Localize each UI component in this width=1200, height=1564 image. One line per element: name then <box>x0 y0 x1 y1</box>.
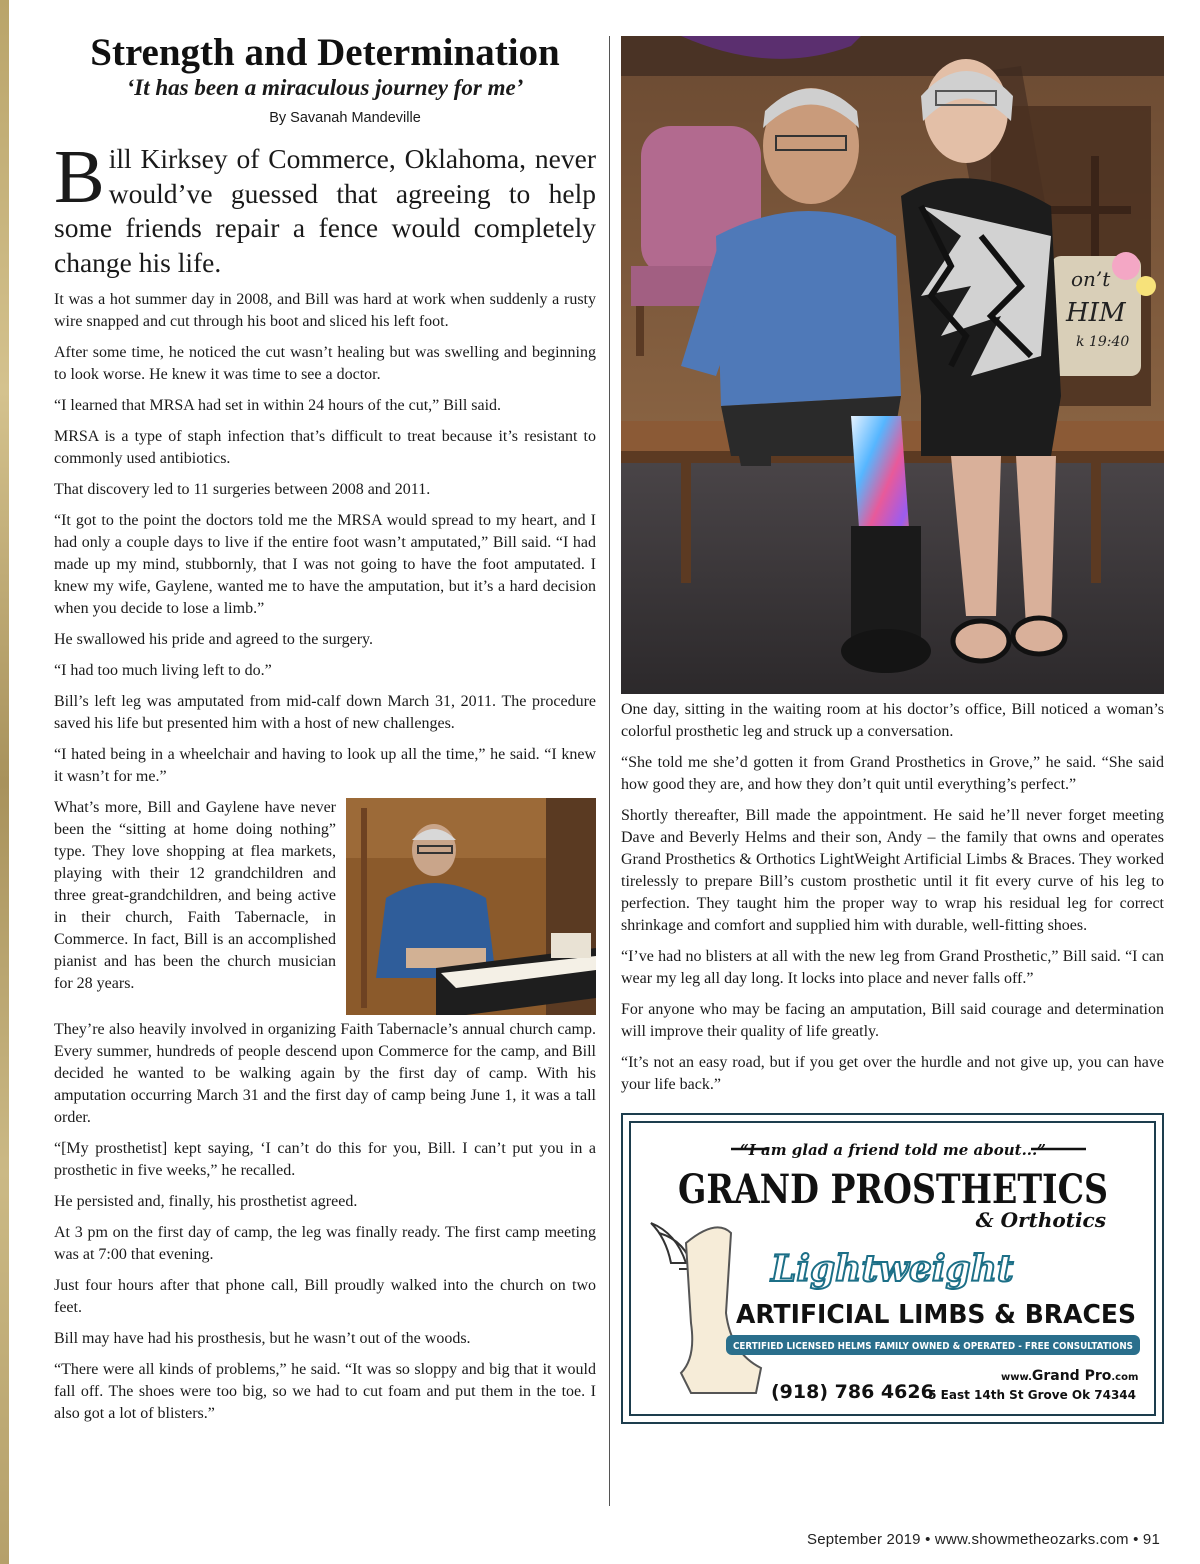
body-paragraph: He persisted and, finally, his prosthetist agreed. <box>54 1193 358 1210</box>
body-paragraph: “[My prosthetist] kept saying, ‘I can’t do this for you, Bill. I can’t put you in a prosthetic in five weeks,” he recalled. <box>54 1140 596 1179</box>
body-paragraph: “I hated being in a wheelchair and having to look up all the time,” he said. “I knew it wasn’t for me.” <box>54 746 596 785</box>
right-column <box>621 36 1164 1424</box>
ad-headline: ARTIFICIAL LIMBS & BRACES <box>736 1300 1136 1330</box>
ad-inner-frame <box>629 1121 1156 1416</box>
page-footer: September 2019 • www.showmetheozarks.com • 91 <box>807 1531 1160 1548</box>
body-paragraph: Just four hours after that phone call, Bill proudly walked into the church on two feet. <box>54 1277 596 1316</box>
body-paragraph: They’re also heavily involved in organizing Faith Tabernacle’s annual church camp. Every summer, hundreds of people descend upon Commerce for the camp, and Bill decided he wanted to be walking again by the first day of camp. With his amputation occurring March 31 and the first day of camp being June 1, it was a tall order. <box>54 1021 596 1126</box>
ad-tagline: “I am glad a friend told me about...” <box>740 1141 1046 1159</box>
church-sign-line1: on’t <box>1071 267 1111 291</box>
body-paragraph: That discovery led to 11 surgeries between 2008 and 2011. <box>54 481 431 498</box>
body-paragraphs-a <box>54 289 596 788</box>
body-paragraph: At 3 pm on the first day of camp, the leg was finally ready. The first camp meeting was at 7:00 that evening. <box>54 1224 596 1263</box>
left-column <box>54 30 596 1425</box>
church-sign-line3: k 19:40 <box>1076 334 1130 350</box>
lead-paragraph <box>54 135 596 280</box>
ad-brand: GRAND PROSTHETICS <box>678 1166 1108 1213</box>
body-paragraph: “I’ve had no blisters at all with the new leg from Grand Prosthetic,” Bill said. “I can wear my leg all day long. It locks into place and never falls off.” <box>621 948 1164 987</box>
body-paragraph: “There were all kinds of problems,” he said. “It was so sloppy and big that it would fall off. The shoes were too big, so we had to cut foam and put them in the toe. I also got a lot of blisters.” <box>54 1361 596 1422</box>
body-paragraph: After some time, he noticed the cut wasn’t healing but was swelling and beginning to look worse. He knew it was time to see a doctor. <box>54 344 596 383</box>
body-paragraph: “It’s not an easy road, but if you get over the hurdle and not give up, you can have your life back.” <box>621 1054 1164 1093</box>
ad-banner-text: CERTIFIED LICENSED HELMS FAMILY OWNED & OPERATED - FREE CONSULTATIONS <box>733 1341 1133 1352</box>
couple-photo <box>621 36 1164 694</box>
body-paragraph: He swallowed his pride and agreed to the surgery. <box>54 631 374 648</box>
body-paragraph: “I learned that MRSA had set in within 24 hours of the cut,” Bill said. <box>54 397 502 414</box>
wrap-section <box>54 797 596 995</box>
body-paragraph: Shortly thereafter, Bill made the appointment. He said he’ll never forget meeting Dave and Beverly Helms and their son, Andy – the family that owns and operates Grand Prosthetics & Orthotics LightWeight Artificial Limbs & Braces. They worked tirelessly to prepare Bill’s custom prosthetic until it fit every curve of his leg to perfection. They taught him the proper way to wrap his residual leg for correct shrinkage and comfort and supplied him with durable, well-fitting shoes. <box>621 807 1164 934</box>
body-paragraph: “She told me she’d gotten it from Grand Prosthetics in Grove,” he said. “She said how good they are, and how they don’t quit until everything’s perfect.” <box>621 754 1164 793</box>
ad-brand-sub: & Orthotics <box>975 1208 1106 1232</box>
lead-text: ill Kirksey of Commerce, Oklahoma, never would’ve guessed that agreeing to help some friends repair a fence would completely change his life. <box>54 143 596 278</box>
ad-address: 5 East 14th St Grove Ok 74344 <box>928 1388 1136 1402</box>
body-paragraph: MRSA is a type of staph infection that’s difficult to treat because it’s resistant to commonly used antibiotics. <box>54 428 596 467</box>
grand-prosthetics-ad <box>621 1113 1164 1424</box>
body-paragraph: “I had too much living left to do.” <box>54 662 272 679</box>
couple-photo-illustration <box>621 36 1164 694</box>
page-edge-strip <box>0 0 9 1564</box>
article-subtitle: ‘It has been a miraculous journey for me’ <box>126 75 524 100</box>
body-paragraph: One day, sitting in the waiting room at his doctor’s office, Bill noticed a woman’s colorful prosthetic leg and struck up a conversation. <box>621 701 1164 740</box>
body-paragraph: “It got to the point the doctors told me the MRSA would spread to my heart, and I had only a couple days to live if the entire foot wasn’t amputated,” Bill said. “I had made up my mind, stubbornly, that I was not going to have the foot amputated. I knew my wife, Gaylene, wanted me to have the amputation, but it’s a hard decision when you decide to lose a limb.” <box>54 512 596 617</box>
ad-web-name: Grand Pro <box>1031 1368 1112 1384</box>
pianist-photo <box>346 798 596 1015</box>
drop-cap: B <box>54 135 105 219</box>
article-title: Strength and Determination <box>90 31 560 74</box>
body-paragraph: For anyone who may be facing an amputation, Bill said courage and determination will improve their quality of life greatly. <box>621 1001 1164 1040</box>
column-divider <box>609 36 610 1506</box>
body-paragraph: What’s more, Bill and Gaylene have never been the “sitting at home doing nothing” type. They love shopping at flea markets, playing with their 12 grandchildren and three great-grandchildren, and being active in their church, Faith Tabernacle, in Commerce. In fact, Bill is an accomplished pianist and has been the church musician for 28 years. <box>54 799 336 992</box>
ad-script: Lightweight <box>771 1248 1014 1290</box>
ad-phone: (918) 786 4626 <box>771 1381 934 1403</box>
ad-web-prefix: www. <box>1001 1372 1032 1383</box>
body-paragraphs-b <box>54 1019 596 1425</box>
church-sign-line2: HIM <box>1066 298 1126 328</box>
ad-artwork <box>631 1123 1154 1414</box>
body-paragraph: Bill may have had his prosthesis, but he wasn’t out of the woods. <box>54 1330 471 1347</box>
body-paragraph: It was a hot summer day in 2008, and Bill was hard at work when suddenly a rusty wire snapped and cut through his boot and sliced his left foot. <box>54 291 596 330</box>
ad-web-suffix: .com <box>1111 1372 1139 1383</box>
pianist-photo-illustration <box>346 798 596 1015</box>
body-paragraph: Bill’s left leg was amputated from mid-calf down March 31, 2011. The procedure saved his life but presented him with a host of new challenges. <box>54 693 596 732</box>
byline: By Savanah Mandeville <box>269 110 421 126</box>
ad-website <box>1001 1368 1138 1384</box>
